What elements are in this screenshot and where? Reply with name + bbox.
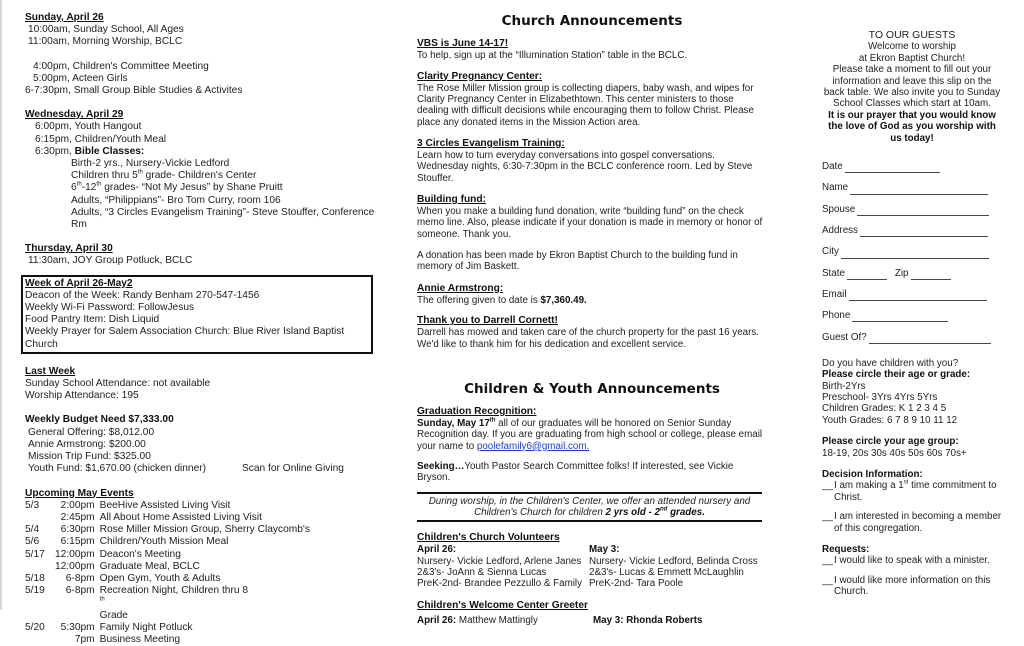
announcements-column xyxy=(417,12,767,626)
wifi-line: Weekly Wi-Fi Password: FollowJesus xyxy=(25,302,195,314)
children-section: Do you have children with you? Please circle their age or grade: Birth-2Yrs Preschool- 3Yrs 4Yrs 5Yrs Children Grades: K 1 2 3 4 5 Youth Grades: 6 7 8 9 10 11 12 xyxy=(822,358,1002,426)
guests-title: TO OUR GUESTS xyxy=(868,29,956,41)
prayer-text: It is our prayer that you would know the love of God as you worship with us today! xyxy=(828,109,996,144)
graduation-heading: Graduation Recognition: xyxy=(417,405,537,417)
page-edge xyxy=(0,0,2,610)
guest-form xyxy=(822,152,1002,344)
volunteers-may-3: May 3: Nursery- Vickie Ledford, Belinda Cross 2&3's- Lucas & Emmett McLaughlin PreK-2nd- Tara Poole xyxy=(589,544,758,590)
phone-field[interactable]: Phone xyxy=(822,301,1002,322)
city-field[interactable]: City xyxy=(822,237,1002,258)
decision-commitment[interactable]: __ I am making a 1st time commitment to Christ. xyxy=(822,480,997,503)
youth-announcements-title: Children & Youth Announcements xyxy=(464,380,720,397)
address-field[interactable]: Address xyxy=(822,216,1002,237)
week-info-box xyxy=(21,275,373,354)
deacon-line: Deacon of the Week: Randy Benham 270-547-1456 xyxy=(25,289,260,301)
schedule-item: 5:00pm, Acteen Girls xyxy=(33,72,128,84)
guest-welcome: TO OUR GUESTS Welcome to worship at Ekron Baptist Church! Please take a moment to fill out your information and leave this slip on the back table. We also invite you to Sunday School Classes which start at 10am. It is our prayer that you would know the love of God as you worship with us today! xyxy=(823,29,1001,144)
event-row: 5/20 5:30pm Family Night Potluck xyxy=(25,621,193,633)
bible-class: Birth-2 yrs., Nursery-Vickie Ledford xyxy=(71,158,230,170)
requests-section: Requests: __ I would like to speak with a minister. __ I would like more information on this Church. xyxy=(822,544,1002,598)
schedule-item: 11:00am, Morning Worship, BCLC xyxy=(28,36,183,48)
age-group-options[interactable]: 18-19, 20s 30s 40s 50s 60s 70s+ xyxy=(822,447,967,459)
thanks-heading: Thank you to Darrell Cornett! xyxy=(417,315,558,327)
greeter-row: April 26: Matthew Mattingly May 3: Rhonda Roberts xyxy=(417,614,703,626)
event-row: 7pm Business Meeting xyxy=(74,633,181,645)
schedule-item: 6:15pm, Children/Youth Meal xyxy=(35,133,167,145)
events-heading: Upcoming May Events xyxy=(25,487,134,499)
last-week-heading: Last Week xyxy=(25,365,76,377)
wednesday-heading: Wednesday, April 29 xyxy=(25,109,124,121)
date-field[interactable]: Date xyxy=(822,152,1002,173)
budget-line: Mission Trip Fund: $325.00 xyxy=(28,451,151,463)
circles-text: Learn how to turn everyday conversations into gospel conversations. Wednesday nights, 6:30-7:30pm in the BCLC conference room. Led by Steve Stouffer. xyxy=(417,150,753,184)
volunteers-table xyxy=(417,544,767,589)
building-fund-donation: A donation has been made by Ekron Baptist Church to the building fund in memory of Jim Baskett. xyxy=(417,250,738,273)
vbs-text: To help, sign up at the “Illumination Station” table in the BCLC. xyxy=(417,50,688,62)
vbs-heading: VBS is June 14-17! xyxy=(417,38,509,49)
annie-armstrong-text: The offering given to date is $7,360.49. xyxy=(417,294,587,306)
event-row: 12:00pm Graduate Meal, BCLC xyxy=(55,560,200,572)
graduation-text: Sunday, May 17th all of our graduates will be honored on Senior Sunday Recognition day. If you are graduating from high school or college, please email your name to poolefamily6@gmail.com. xyxy=(417,417,763,452)
attendance-line: Worship Attendance: 195 xyxy=(25,390,139,402)
bible-class: Children thru 5th grade- Children's Center xyxy=(71,169,257,182)
bible-class: Adults, “Philippians”- Bro Tom Curry, room 106 xyxy=(71,194,281,206)
decision-membership[interactable]: __ I am interested in becoming a member of this congregation. xyxy=(822,511,1002,534)
age-option[interactable]: Preschool- 3Yrs 4Yrs 5Yrs xyxy=(822,391,938,403)
event-row: 5/6 6:15pm Children/Youth Mission Meal xyxy=(25,536,229,548)
schedule-column xyxy=(25,12,385,646)
greeter-heading: Children's Welcome Center Greeter xyxy=(417,599,588,611)
state-zip-field[interactable]: State Zip xyxy=(822,259,1002,280)
schedule-item: 10:00am, Sunday School, All Ages xyxy=(28,24,184,36)
budget-line: Youth Fund: $1,670.00 (chicken dinner) Scan for Online Giving xyxy=(28,463,344,475)
budget-line: General Offering: $8,012.00 xyxy=(28,426,155,438)
bible-class: 6th-12th grades- “Not My Jesus” by Shane Pruitt xyxy=(71,182,283,194)
event-row: 5/17 12:00pm Deacon's Meeting xyxy=(25,548,181,560)
building-fund-text: When you make a building fund donation, write “building fund” on the check memo line. Also, please indicate if your donation is made in memory or honor of someone. Thank you. xyxy=(417,206,763,240)
attendance-line: Sunday School Attendance: not available xyxy=(25,378,211,390)
events-table xyxy=(25,500,310,646)
food-pantry-line: Food Pantry Item: Dish Liquid xyxy=(25,314,160,326)
thanks-text: Darrell has mowed and taken care of the church property for the past 16 years. We'd like to thank him for his dedication and excellent service. xyxy=(417,327,759,350)
spouse-field[interactable]: Spouse xyxy=(822,195,1002,216)
nursery-notice: During worship, in the Children's Center, we offer an attended nursery and Children's Church for children 2 yrs old - 2nd grades. xyxy=(417,492,762,523)
bible-classes-row: 6:30pm, Bible Classes: xyxy=(35,145,145,157)
clarity-text: The Rose Miller Mission group is collecting diapers, baby wash, and wipes for Clarity Pregnancy Center in Elizabethtown. This center ministers to those dealing with difficult decisions while encouraging them to follow Christ. Please place any donated items in the Mission Action area. xyxy=(417,82,754,128)
request-info[interactable]: __ I would like more information on this Church. xyxy=(822,574,991,598)
event-row: 5/4 6:30pm Rose Miller Mission Group, Sherry Claycomb's xyxy=(25,524,310,536)
budget-line: Annie Armstrong: $200.00 xyxy=(28,438,146,450)
name-field[interactable]: Name xyxy=(822,173,1002,194)
budget-heading: Weekly Budget Need $7,333.00 xyxy=(25,414,174,426)
guest-of-field[interactable]: Guest Of? xyxy=(822,322,1002,343)
sunday-heading: Sunday, April 26 xyxy=(25,12,104,23)
schedule-item: 11:30am, JOY Group Potluck, BCLC xyxy=(28,255,193,267)
week-heading: Week of April 26-May2 xyxy=(25,277,133,289)
online-giving-label: Scan for Online Giving xyxy=(242,463,344,475)
seeking-text: Seeking…Youth Pastor Search Committee folks! If interested, see Vickie Bryson. xyxy=(417,461,734,484)
building-fund-heading: Building fund: xyxy=(417,193,487,205)
volunteers-heading: Children's Church Volunteers xyxy=(417,532,560,544)
event-row: 5/18 6-8pm Open Gym, Youth & Adults xyxy=(25,572,221,584)
church-announcements-title: Church Announcements xyxy=(501,13,683,29)
volunteers-april-26: April 26: Nursery- Vickie Ledford, Arlene Janes 2&3's- JoAnn & Sienna Lucas PreK-2nd- Brandee Pezzullo & Family xyxy=(417,544,582,590)
thursday-heading: Thursday, April 30 xyxy=(25,243,113,255)
schedule-item: 4:00pm, Children's Committee Meeting xyxy=(33,60,209,72)
event-row: 5/19 6-8pm Recreation Night, Children thru 8thGrade xyxy=(25,585,249,621)
clarity-heading: Clarity Pregnancy Center: xyxy=(417,70,543,82)
email-link[interactable]: poolefamily6@gmail.com. xyxy=(476,440,590,452)
decision-section: Decision Information: __ I am making a 1st time commitment to Christ. __ I am interested in becoming a member of this congregation. xyxy=(822,468,1002,534)
event-row: 5/3 2:00pm BeeHive Assisted Living Visit xyxy=(25,499,231,511)
schedule-item: 6-7:30pm, Small Group Bible Studies & Activites xyxy=(25,85,243,97)
email-field[interactable]: Email xyxy=(822,280,1002,301)
annie-armstrong-heading: Annie Armstrong: xyxy=(417,282,504,294)
grade-option[interactable]: Youth Grades: 6 7 8 9 10 11 12 xyxy=(822,414,958,426)
event-row: 2:45pm All About Home Assisted Living Visit xyxy=(60,511,262,523)
prayer-line: Weekly Prayer for Salem Association Church: Blue River Island Baptist Church xyxy=(25,326,345,350)
age-option[interactable]: Birth-2Yrs xyxy=(822,380,866,392)
guest-card-column xyxy=(822,30,1002,598)
age-group-section: Please circle your age group: 18-19, 20s 30s 40s 50s 60s 70s+ xyxy=(822,436,1002,459)
bible-class: Adults, “3 Circles Evangelism Training”- Steve Stouffer, Conference Rm xyxy=(71,206,375,231)
grade-option[interactable]: Children Grades: K 1 2 3 4 5 xyxy=(822,403,947,415)
schedule-item: 6:00pm, Youth Hangout xyxy=(35,121,142,133)
circles-heading: 3 Circles Evangelism Training: xyxy=(417,137,565,149)
request-minister[interactable]: __ I would like to speak with a minister. xyxy=(822,555,990,567)
